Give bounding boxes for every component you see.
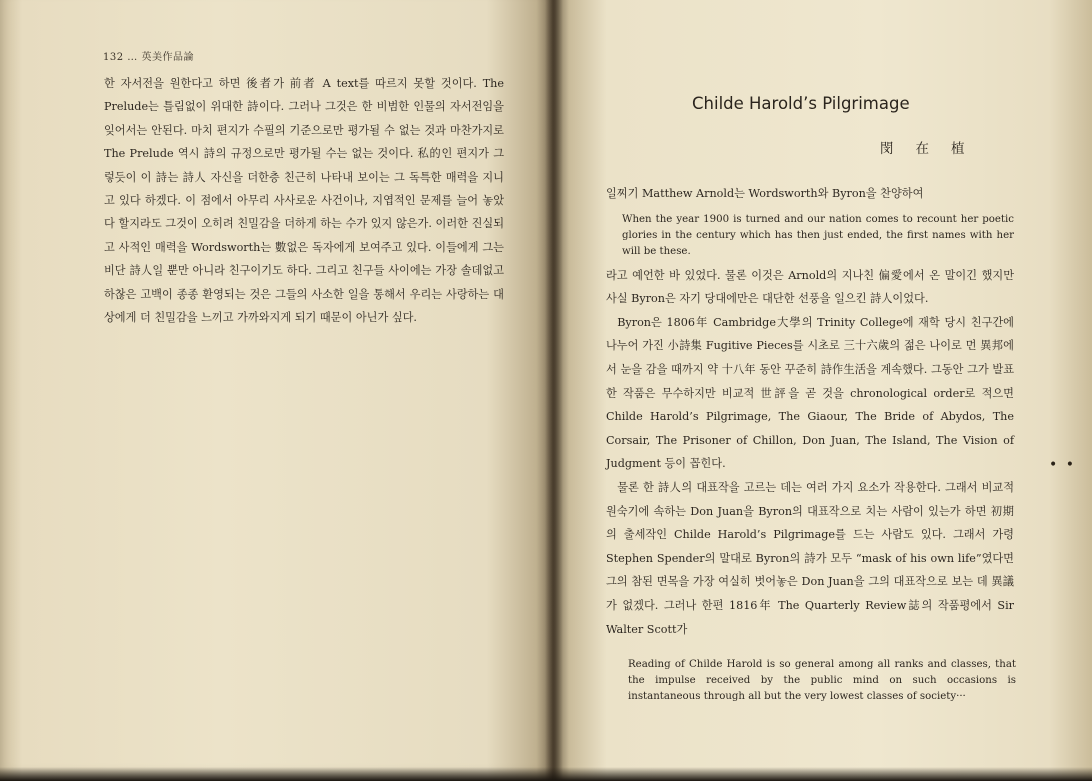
left-paragraph: 한 자서전을 원한다고 하면 後者가 前者 A text를 따르지 못할 것이다. The Prelude는 틀림없이 위대한 詩이다. 그러나 그것은 한 비범한 인물의 자서전임을 잊어서는 안된다. 마치 편지가 수필의 기준으로만 평가될 수 없는 것과 마찬가지로 The Prelude 역시 詩의 규정으로만 평가될 수는 없는 것이다. 私的인 편지가 그렇듯이 이 詩는 詩人 자신을 더한층 친근히 나타내 보이는 그 독특한 매력을 지니고 있다 하겠다. 이 점에서 아무리 사사로운 사건이나, 지엽적인 문제를 늘어 놓았다 할지라도 그것이 오히려 친밀감을 더하게 하는 수가 있지 않은가. 이러한 진실되고 사적인 매력을 Wordsworth는 數없은 독자에게 보여주고 있다. 이들에게 그는 비단 詩人일 뿐만 아니라 친구이기도 하다. 그리고 친구들 사이에는 가장 솔데없고 하찮은 고백이 종종 환영되는 것은 그들의 사소한 일을 통해서 우리는 사랑하는 대상에게 더 친밀감을 느끼고 가까와지게 되기 때문이 아닌가 싶다. <box>104 77 504 325</box>
right-paragraph: Byron은 1806年 Cambridge大學의 Trinity College에 재학 당시 친구간에 나누어 가진 小詩集 Fugitive Pieces를 시초로 三十六歲의 젊은 나이로 먼 異邦에서 눈을 감을 때까지 약 十八年 동안 꾸준히 詩作生活을 계속했다. 그동안 그가 발표한 작품은 무수하지만 비교적 世評을 곧 것을 chronological order로 적으면 Childe Harold’s Pilgrimage, The Giaour, The Bride of Abydos, The Corsair, The Prisoner of Chillon, Don Juan, The Island, The Vision of Judgment 등이 꼽힌다. <box>606 315 1014 471</box>
block-quote: Reading of Childe Harold is so general among all ranks and classes, that the impulse received by the public mind on such occasions is instantaneous through all but the very lowest classes of society··· <box>628 659 1016 702</box>
right-body-text <box>606 182 1014 641</box>
chapter-title: Childe Harold’s Pilgrimage <box>692 94 910 113</box>
author-name: 閔在植 <box>880 141 987 157</box>
right-paragraph: 일찌기 Matthew Arnold는 Wordsworth와 Byron을 찬양하여 <box>606 187 924 200</box>
block-quote: When the year 1900 is turned and our nation comes to recount her poetic glories in the century which has then just ended, the first names with her will be these. <box>622 213 1014 257</box>
page-bottom-edge <box>0 767 1092 781</box>
left-body-text <box>104 72 504 329</box>
running-head: 132 … 英美作品論 <box>103 52 194 63</box>
ink-dots: • • <box>1049 457 1076 473</box>
right-paragraph: 물론 한 詩人의 대표작을 고르는 데는 여러 가지 요소가 작용한다. 그래서 비교적 원숙기에 속하는 Don Juan을 Byron의 대표작으로 치는 사람이 있는가 하면 初期의 출세작인 Childe Harold’s Pilgrimage를 드는 사람도 있다. 그래서 가령 Stephen Spender의 말대로 Byron의 詩가 모두 “mask of his own life”였다면 그의 참된 면목을 가장 여실히 벗어놓은 Don Juan을 그의 대표작으로 보는 데 異議가 없겠다. 그러나 한편 1816年 The Quarterly Review誌의 작품평에서 Sir Walter Scott가 <box>606 480 1014 636</box>
right-paragraph: 라고 예언한 바 있었다. 물론 이것은 Arnold의 지나친 偏愛에서 온 말이긴 했지만 사실 Byron은 자기 당대에만은 대단한 선풍을 일으킨 詩人이었다. <box>606 268 1014 306</box>
book-gutter <box>545 0 563 781</box>
